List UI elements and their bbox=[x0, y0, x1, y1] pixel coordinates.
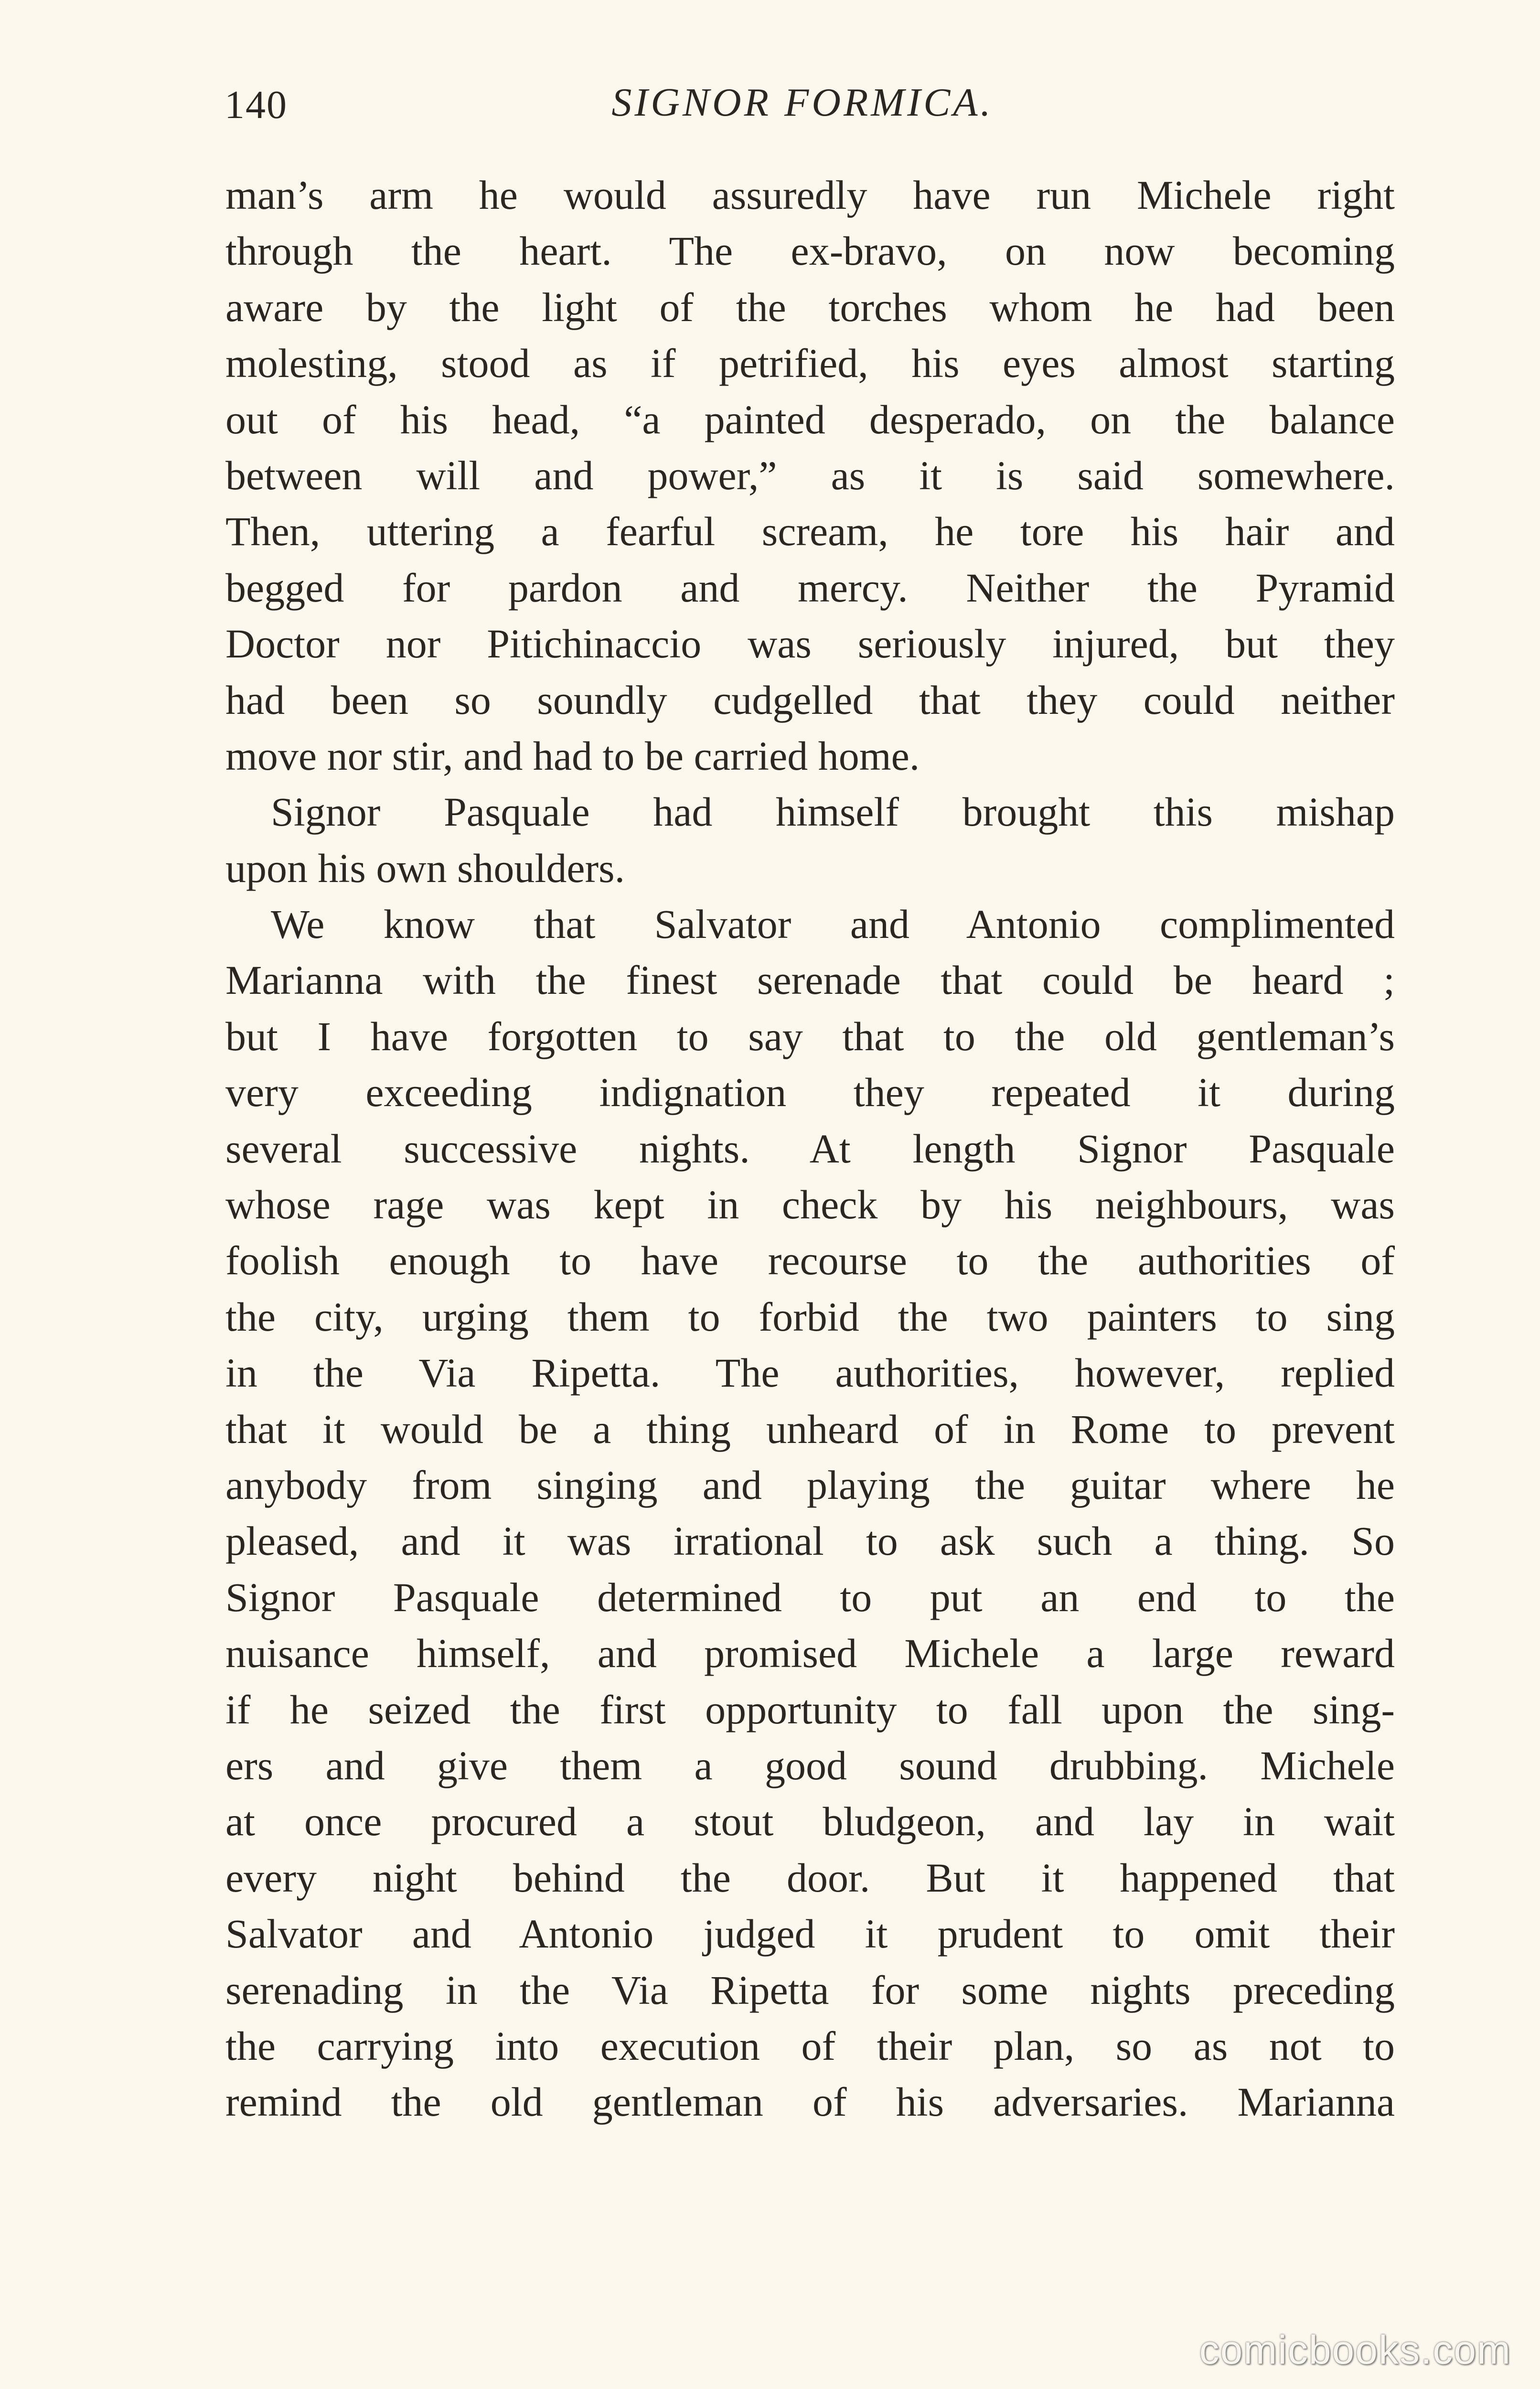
text-line: in the Via Ripetta. The authorities, however, replied bbox=[225, 1350, 1395, 1396]
text-line: serenading in the Via Ripetta for some nights preceding bbox=[225, 1967, 1395, 2013]
text-line: upon his own shoulders. bbox=[225, 845, 625, 891]
text-line: Doctor nor Pitichinaccio was seriously injured, but they bbox=[225, 621, 1395, 667]
text-line: We know that Salvator and Antonio complimented bbox=[271, 901, 1395, 947]
text-line: man’s arm he would assuredly have run Michele right bbox=[225, 172, 1395, 218]
text-line: out of his head, “a painted desperado, on the balance bbox=[225, 396, 1395, 442]
text-line: foolish enough to have recourse to the authorities of bbox=[225, 1238, 1395, 1284]
text-line: every night behind the door. But it happened that bbox=[225, 1854, 1395, 1901]
text-line: had been so soundly cudgelled that they could neither bbox=[225, 677, 1395, 723]
text-line: several successive nights. At length Signor Pasquale bbox=[225, 1125, 1395, 1172]
watermark: comicbooks.com bbox=[1199, 2327, 1511, 2372]
text-line: the city, urging them to forbid the two painters to sing bbox=[225, 1293, 1395, 1340]
text-line: pleased, and it was irrational to ask such a thing. So bbox=[225, 1518, 1395, 1564]
text-line: remind the old gentleman of his adversaries. Marianna bbox=[225, 2079, 1395, 2125]
page-number: 140 bbox=[225, 83, 288, 127]
text-line: but I have forgotten to say that to the old gentleman’s bbox=[225, 1013, 1395, 1059]
text-line: ers and give them a good sound drubbing. Michele bbox=[225, 1742, 1395, 1788]
text-line: between will and power,” as it is said somewhere. bbox=[225, 452, 1395, 498]
text-line: Signor Pasquale determined to put an end to the bbox=[225, 1574, 1395, 1620]
text-line: move nor stir, and had to be carried home. bbox=[225, 732, 920, 779]
text-line: Marianna with the finest serenade that could be heard ; bbox=[225, 957, 1395, 1003]
text-line: Salvator and Antonio judged it prudent to omit their bbox=[225, 1911, 1395, 1957]
text-line: very exceeding indignation they repeated it during bbox=[225, 1069, 1395, 1116]
text-line: Then, uttering a fearful scream, he tore his hair and bbox=[225, 508, 1395, 555]
text-line: whose rage was kept in check by his neighbours, was bbox=[225, 1182, 1395, 1228]
text-line: if he seized the first opportunity to fall upon the sing- bbox=[225, 1686, 1395, 1733]
text-line: through the heart. The ex-bravo, on now becoming bbox=[225, 228, 1395, 274]
text-line: the carrying into execution of their plan, so as not to bbox=[225, 2023, 1395, 2069]
text-line: at once procured a stout bludgeon, and lay in wait bbox=[225, 1798, 1395, 1845]
text-line: nuisance himself, and promised Michele a large reward bbox=[225, 1630, 1395, 1677]
text-line: Signor Pasquale had himself brought this mishap bbox=[271, 789, 1395, 835]
text-line: aware by the light of the torches whom he had been bbox=[225, 284, 1395, 330]
text-line: molesting, stood as if petrified, his eyes almost starting bbox=[225, 340, 1395, 387]
text-line: anybody from singing and playing the guitar where he bbox=[225, 1462, 1395, 1508]
running-head: SIGNOR FORMICA. bbox=[611, 80, 994, 125]
text-line: begged for pardon and mercy. Neither the Pyramid bbox=[225, 564, 1395, 611]
text-line: that it would be a thing unheard of in Rome to prevent bbox=[225, 1406, 1395, 1452]
body-text bbox=[225, 167, 1395, 2131]
